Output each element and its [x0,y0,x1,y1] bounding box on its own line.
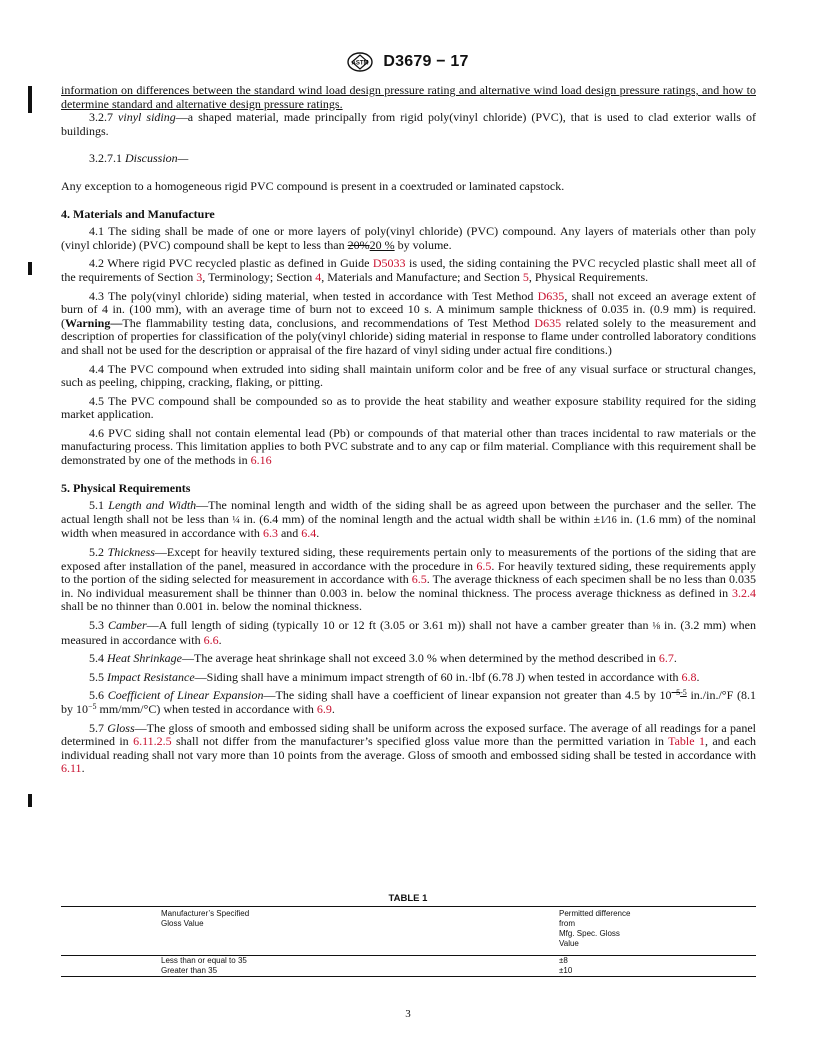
paragraph-4-4: 4.4 The PVC compound when extruded into siding shall maintain uniform color and be free of any visual surface or structural changes, such as peeling, chipping, cracking, flaking, or pitting. [61,361,756,390]
change-bar [28,262,32,275]
paragraph-5-2: 5.2 Thickness—Except for heavily textured siding, these requirements pertain only to measurements of the portions of the siding that are exposed after installation of the panel, measured in accordance with the procedure in 6.5. For heavily textured siding, these requirements apply to the portion of the siding selected for measurement in accordance with 6.5. The average thickness of each specimen shall be no less than 0.035 in. No individual measurement shall be thinner than 0.003 in. below the nominal thickness. The process average thickness as defined in 3.2.4 shall be no thinner than 0.001 in. below the nominal thickness. [61,545,757,614]
deleted-text: −5 [671,688,681,698]
link-section-5[interactable]: 5 [522,269,529,284]
link-3-2-4[interactable]: 3.2.4 [732,585,756,600]
paragraph-4-5: 4.5 The PVC compound shall be compounded so as to provide the heat stability and weather exposure stability required for the siding market application. [61,393,756,422]
link-6-6[interactable]: 6.6 [203,632,219,647]
paragraph-5-5: 5.5 Impact Resistance—Siding shall have a minimum impact strength of 60 in.·lbf (6.78 J) when tested in accordance with 6.8. [89,669,700,684]
link-6-3[interactable]: 6.3 [262,526,278,541]
paragraph-5-7: 5.7 Gloss—The gloss of smooth and embossed siding shall be uniform across the exposed surface. The average of all readings for a panel determined in 6.11.2.5 shall not differ from the manufacturer’s specified gloss value more than the permitted variation in Table 1, and each individual reading shall not vary more than 10 points from the average. Gloss of smooth and embossed siding shall be tested in accordance with 6.11. [61,720,757,776]
link-6-11-2-5[interactable]: 6.11.2.5 [133,734,172,749]
document-id: D3679 − 17 [383,53,469,70]
link-d635[interactable]: D635 [534,315,562,330]
paragraph-4-6: 4.6 PVC siding shall not contain elemental lead (Pb) or compounds of that material other than traces incidental to raw materials or the manufacturing process. This limitation applies to both PVC substrate and to any cap or film material. Compliance with this requirement shall be demonstrated by one of the methods in 6.16 [61,425,756,468]
paragraph-4-3: 4.3 The poly(vinyl chloride) siding material, when tested in accordance with Test Method D635, shall not exceed an average extent of burn of 4 in. (100 mm), with an average time of burn not to exceed 10 s. A minimum sample thickness of 0.035 in. (0.9 mm) is required. (Warning—The flammability testing data, conclusions, and recommendations of Test Method D635 related solely to the measurement and description of properties for classification of the poly(vinyl chloride) siding material in response to flame under controlled laboratory conditions and shall not be used for the description or appraisal of the fire hazard of vinyl siding under actual fire conditions.) [61,288,757,357]
link-6-5[interactable]: 6.5 [476,558,492,573]
link-6-8[interactable]: 6.8 [681,669,697,684]
gloss-table [61,906,756,977]
link-6-4[interactable]: 6.4 [301,526,317,541]
change-bar [28,86,32,113]
link-6-7[interactable]: 6.7 [658,651,674,666]
table-row: Less than or equal to 35 ±8 [161,956,568,965]
document-body [61,84,756,776]
table-header [61,907,756,955]
paragraph-5-6: 5.6 Coefficient of Linear Expansion—The siding shall have a coefficient of linear expansion not greater than 4.5 by $10^{-5-5}$ in./in./°F (8.1 by $10^{-5}$ mm/mm/°C) when tested in accordance with 6.9. [61,688,756,716]
paragraph-4-1: 4.1 The siding shall be made of one or more layers of poly(vinyl chloride) (PVC) compound. Any layers of materials other than poly (vinyl chloride) (PVC) compound shall be kept to less than 20%20 % by volume. [61,224,756,252]
link-6-5[interactable]: 6.5 [411,572,427,587]
term-vinyl-siding: vinyl siding [118,110,176,125]
link-d635[interactable]: D635 [537,288,565,303]
inserted-text: 20 % [369,237,395,252]
inserted-text: -5 [680,688,687,698]
section-3-2-7: 3.2.7 vinyl siding—a shaped material, made principally from rigid poly(vinyl chloride) (PVC), that is used to clad exterior walls of buildings. [61,110,756,138]
change-bar [28,794,32,807]
table-row: Greater than 35 ±10 [161,966,573,975]
link-6-16[interactable]: 6.16 [250,453,272,468]
link-section-3[interactable]: 3 [196,269,203,284]
svg-text:ASTM: ASTM [351,60,369,67]
paragraph-4-2: 4.2 Where rigid PVC recycled plastic as defined in Guide D5033 is used, the siding containing the PVC recycled plastic shall meet all of the requirements of Section 3, Terminology; Section 4, Materials and Manufacture; and Section 5, Physical Requirements. [61,256,756,284]
paragraph-5-3: 5.3 Camber—A full length of siding (typically 10 or 12 ft (3.05 or 3.61 m)) shall not have a camber greater than ⅛ in. (3.2 mm) when measured in accordance with 6.6. [61,618,756,647]
paragraph-5-1: 5.1 Length and Width—The nominal length and width of the siding shall be as agreed upon between the purchaser and the seller. The actual length shall not be less than ¼ in. (6.4 mm) of the nominal length and the actual width shall be within ±1⁄16 in. (1.6 mm) of the nominal width when measured in accordance with 6.3 and 6.4. [61,498,757,541]
page-number: 3 [405,1008,411,1020]
page-header [0,52,816,72]
warning-label: Warning— [65,315,123,330]
link-6-11[interactable]: 6.11 [61,761,82,776]
link-d5033[interactable]: D5033 [372,256,406,271]
section-4-heading: 4. Materials and Manufacture [61,206,215,221]
section-3-2-7-1: 3.2.7.1 Discussion— [89,151,189,166]
astm-logo-icon [347,52,373,72]
paragraph-5-4: 5.4 Heat Shrinkage—The average heat shrinkage shall not exceed 3.0 % when determined by the method described in 6.7. [89,651,677,666]
table-bottom-rule [61,976,756,977]
section-5-heading: 5. Physical Requirements [61,480,191,495]
link-6-9[interactable]: 6.9 [316,701,332,716]
link-table-1[interactable]: Table 1 [668,734,705,749]
deleted-text: 20% [347,237,370,252]
column-header-gloss-value: Manufacturer’s Specified Gloss Value [161,909,250,928]
column-header-permitted-difference: Permitted difference from Mfg. Spec. Gloss Value [559,909,631,948]
table-title: TABLE 1 [388,893,428,904]
discussion-text: Any exception to a homogeneous rigid PVC compound is present in a coextruded or laminated capstock. [61,178,565,193]
link-section-4[interactable]: 4 [315,269,322,284]
intro-paragraph: information on differences between the standard wind load design pressure rating and alternative wind load design pressure ratings, and how to determine standard and alternative design pressure ratings. [61,83,756,111]
